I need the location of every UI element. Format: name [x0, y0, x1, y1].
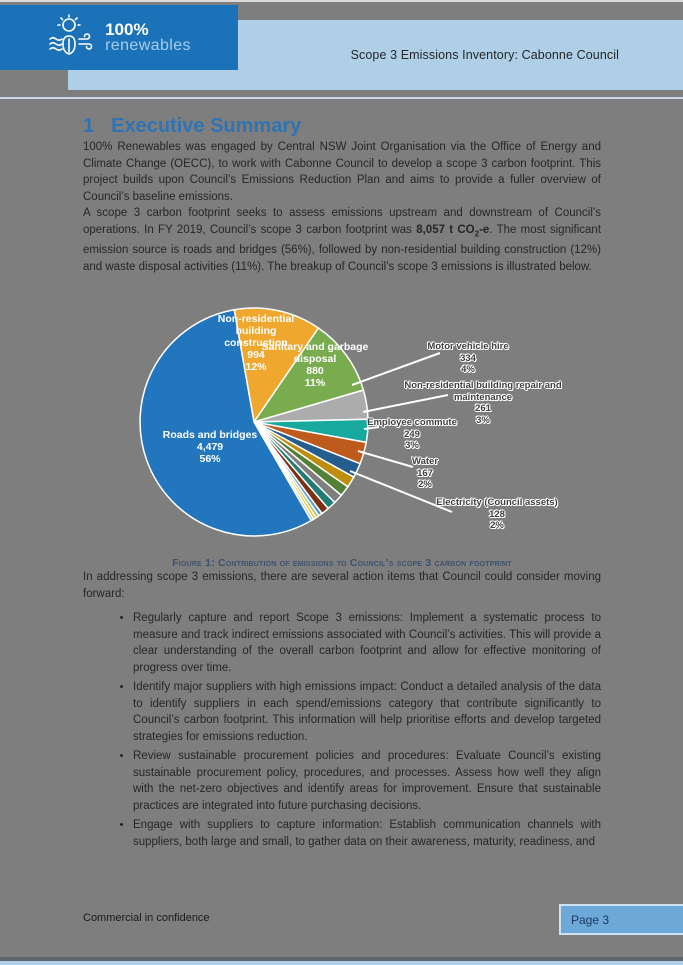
logo-line-2: renewables [105, 37, 191, 54]
confidentiality-note: Commercial in confidence [83, 912, 210, 924]
header-divider [0, 97, 683, 99]
pie-canvas [0, 293, 683, 551]
renewables-logo-icon [47, 12, 95, 63]
pie-label-water: Water 167 2% [411, 456, 439, 491]
page-number-badge [559, 904, 683, 935]
page-content [83, 107, 601, 853]
page-number-label: Page 3 [571, 912, 610, 927]
document-title: Scope 3 Emissions Inventory: Cabonne Council [350, 48, 619, 62]
bottom-edge-light [0, 961, 683, 965]
figure-caption: Figure 1: Contribution of emissions to Council’s scope 3 carbon footprint [172, 557, 512, 570]
action-items-list [83, 610, 601, 850]
pie-label-electricity: Electricity (Council assets) 128 2% [436, 497, 558, 532]
callout-line-water [358, 451, 413, 467]
list-item: • Regularly capture and report Scope 3 emissions: Implement a systematic process to measure and track indirect emissions associated with Council’s activities. This will provide a clear understanding of the overall carbon footprint and allow for effective monitoring of progress over time. [133, 610, 601, 676]
callout-line-electricity [350, 471, 452, 512]
list-item: • Identify major suppliers with high emissions impact: Conduct a detailed analysis of the data to identify suppliers in each spend/emissions category that contribute significantly to Council’s carbon footprint. This information will help prioritise efforts and develop targeted strategies for emissions reduction. [133, 679, 601, 745]
list-item: • Review sustainable procurement policies and procedures: Evaluate Council’s existing sustainable procurement policy, procedures, and processes. Assess how well they align with the net-zero objectives and identify areas for improvement. Ensure that sustainable practices are integrated into future purchasing decisions. [133, 748, 601, 814]
pie-label-employee-commute: Employee commute 249 3% [367, 417, 457, 452]
logo-wordmark [105, 21, 191, 55]
pie-svg [0, 293, 683, 551]
section-number: 1 [83, 115, 95, 137]
emissions-pie-chart [83, 293, 601, 551]
pie-label-building-construction: Non-residential building construction 994 12% [217, 313, 295, 374]
paragraph-actions-intro: In addressing scope 3 emissions, there are several action items that Council could consider moving forward: [83, 571, 601, 600]
callout-line-motor-vehicle-hire [352, 353, 440, 385]
callout-line-building-repair [363, 395, 448, 412]
paragraph-footprint: A scope 3 carbon footprint seeks to assess emissions upstream and downstream of Council’s operations. In FY 2019, Council’s scope 3 carbon footprint was 8,057 t $CO_2-e$. The most significant emission source is roads and bridges (56%), followed by non-residential building construction (12%) and waste disposal activities (11%). The breakup of Council’s scope 3 emissions is illustrated below. [83, 207, 602, 273]
section-title: Executive Summary [111, 115, 302, 137]
paragraph-intro: 100% Renewables was engaged by Central NSW Joint Organisation via the Office of Energy and Climate Change (OECC), to work with Cabonne Council to develop a scope 3 carbon footprint. This project builds upon Council’s Emissions Reduction Plan and aims to provide a fuller overview of Council’s baseline emissions. [83, 141, 601, 203]
pie-label-motor-vehicle-hire: Motor vehicle hire 334 4% [427, 341, 509, 376]
logo-line-1: 100% [105, 19, 149, 39]
pie-label-building-repair: Non-residential building repair and maintenance 261 3% [404, 380, 562, 426]
list-item: • Engage with suppliers to capture information: Establish communication channels with suppliers, both large and small, to gather data on their awareness, maturity, readiness, and [133, 817, 601, 850]
renewables-logo [0, 5, 238, 70]
pie-label-roads-and-bridges: Roads and bridges 4,479 56% [162, 429, 258, 466]
section-heading [83, 113, 601, 139]
pie-label-sanitary-garbage: Sanitary and garbage disposal 880 11% [261, 341, 369, 390]
